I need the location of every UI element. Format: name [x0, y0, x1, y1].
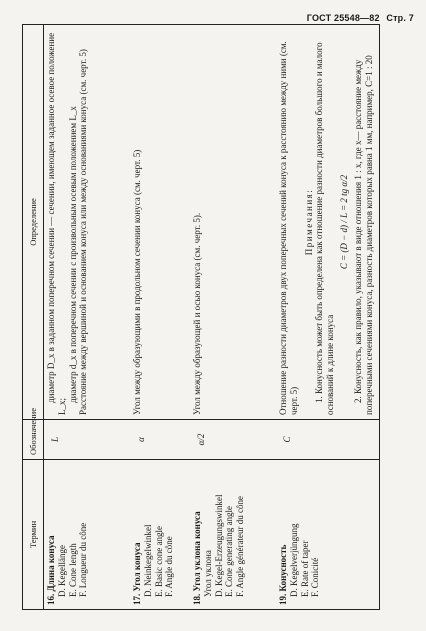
note-item: 2. Конусность, как правило, указывают в виде отношения 1 : x, где x— расстояние между поперечными сечениями конуса, разность диаметров которых равна 1 мм, например, C=1 : 20	[352, 55, 374, 415]
term-de: D. Kegellänge	[56, 545, 67, 597]
taper-formula: C = (D − d) / L = 2 tg α/2	[338, 174, 349, 270]
term-title: 17. Угол конуса	[132, 542, 142, 605]
term-cell	[44, 460, 131, 610]
definition-cell	[44, 25, 131, 420]
symbol-cell: α	[130, 420, 190, 460]
column-header-definition: Определение	[23, 25, 44, 420]
term-title: 19. Конусность	[278, 544, 288, 605]
table-row	[130, 25, 190, 610]
term-de: D. Neinkegelwinkel	[142, 524, 153, 597]
page-header	[307, 13, 414, 23]
definition-cell	[190, 25, 276, 420]
term-en: E. Cone generating angle	[224, 506, 235, 597]
term-fr: F. Longueur du cône	[78, 522, 89, 597]
term-de: D. Kegelverjüngung	[288, 523, 299, 597]
table-header-row	[23, 25, 44, 610]
standard-number: ГОСТ 25548—82	[306, 13, 380, 23]
terms-table-rotated	[22, 24, 380, 610]
term-fr: F. Angle générateur du cône	[235, 496, 246, 597]
definition-cell	[276, 25, 380, 420]
table-row	[276, 25, 380, 610]
note-item: 1. Конусность может быть определена как отношение разности диаметров большого и малого оснований к длине конуса	[314, 42, 336, 415]
definition-line: Расстояние между вершиной и основанием конуса или между основаниями конуса (см. черт. 5)	[78, 49, 89, 415]
table-row	[44, 25, 131, 610]
column-header-symbol: Обозначение	[23, 420, 44, 460]
term-cell	[190, 460, 276, 610]
term-title: 18. Угол уклона конуса	[192, 511, 202, 605]
definition-line: Угол между образующими в продольном сечении конуса (см. черт. 5)	[132, 149, 142, 415]
symbol-cell: α/2	[190, 420, 276, 460]
symbol-cell: C	[276, 420, 380, 460]
notes-heading: Примечания:	[303, 188, 314, 256]
definition-line: Угол между образующей и осью конуса (см. черт. 5).	[192, 212, 202, 415]
terms-table	[22, 24, 380, 610]
page-number: Стр. 7	[386, 13, 414, 23]
term-fr: F. Conicité	[310, 557, 321, 597]
column-header-term: Термин	[23, 460, 44, 610]
definition-cell	[130, 25, 190, 420]
term-title: 16. Длина конуса	[46, 535, 56, 605]
term-cell	[276, 460, 380, 610]
term-cell	[130, 460, 190, 610]
definition-line: диаметр d_x в поперечном сечении с произвольным осевым положением L_x	[67, 106, 78, 403]
definition-line: Отношение разности диаметров двух поперечных сечений конуса к расстоянию между ними (см. черт. 5)	[278, 41, 299, 415]
table-row	[190, 25, 276, 610]
definition-line: диаметр D_x в заданном поперечном сечении — сечении, имеющем заданное осевое положение L_x;	[46, 32, 67, 415]
term-synonym: Угол уклона	[202, 550, 213, 597]
symbol-cell: L	[44, 420, 131, 460]
term-de: D. Kegel-Erzeugungswinkel	[213, 494, 224, 597]
term-en: E. Cone length	[67, 543, 78, 597]
term-en: E. Rate of taper	[299, 540, 310, 597]
term-en: E. Basic cone angle	[153, 526, 164, 597]
term-fr: F. Angle du cône	[164, 536, 175, 597]
